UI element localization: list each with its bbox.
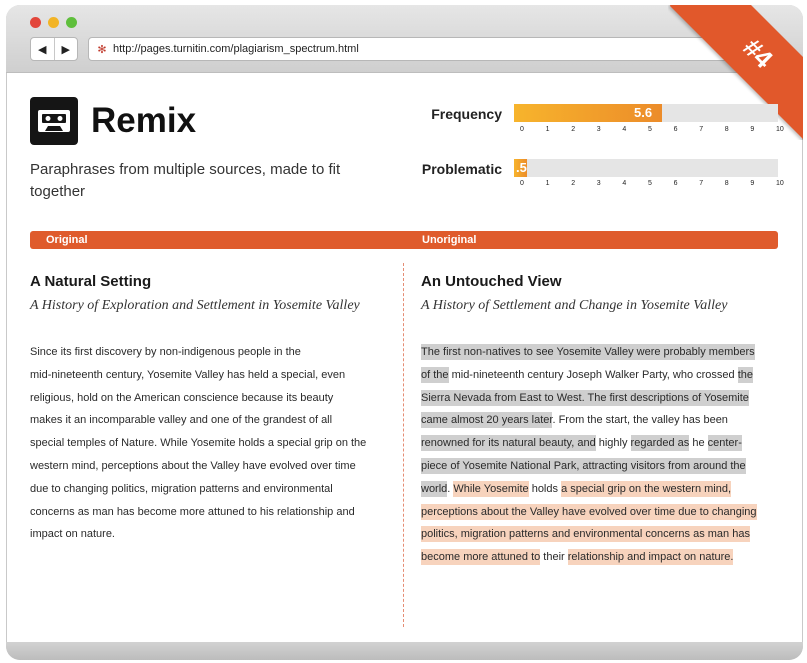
paraphrased-text-highlight: relationship and impact on nature. [567, 551, 734, 564]
scale-tick-label: 4 [622, 126, 627, 133]
comparison-header-bar [30, 231, 778, 249]
original-text-line: due to changing politics, migration patterns and environmental [30, 482, 333, 495]
unmatched-text: he [689, 437, 708, 450]
url-text[interactable]: http://pages.turnitin.com/plagiarism_spectrum.html [113, 43, 359, 55]
matched-text-highlight: world [421, 482, 448, 495]
unoriginal-text-line [421, 409, 757, 432]
problematic-scale [514, 180, 784, 190]
scale-tick-label: 6 [673, 126, 678, 133]
scale-tick-label: 10 [776, 180, 784, 187]
column-divider [403, 263, 404, 627]
maximize-window-dot[interactable] [66, 17, 77, 28]
original-text-line: makes it an incomparable valley and one of the grandest of all [30, 414, 333, 427]
frequency-bar [514, 104, 778, 122]
unoriginal-text-line [421, 523, 757, 546]
address-bar[interactable] [88, 37, 730, 61]
unmatched-text: holds [528, 482, 562, 495]
browser-footer [6, 642, 803, 660]
problematic-label: Problematic [421, 161, 502, 177]
paraphrased-text-highlight: While Yosemite [453, 482, 529, 495]
original-text-line: mid-nineteenth century, Yosemite Valley has held a special, even [30, 368, 346, 381]
paraphrased-text-highlight: become more attuned to [421, 551, 541, 564]
matched-text-highlight: center- [707, 437, 742, 450]
original-column-label: Original [46, 234, 88, 246]
browser-window [6, 5, 803, 660]
scale-tick-label: 0 [520, 180, 524, 187]
scale-tick-label: 8 [724, 180, 729, 187]
nav-buttons [30, 37, 78, 61]
matched-text-highlight: renowned for its natural beauty, and [421, 437, 596, 450]
scale-tick-label: 0 [520, 126, 524, 133]
matched-text-highlight: of the [421, 368, 449, 381]
scale-tick-label: 6 [673, 180, 678, 187]
matched-text-highlight: regarded as [630, 437, 690, 450]
original-text-line: impact on nature. [30, 528, 115, 541]
unoriginal-text-line [421, 546, 757, 569]
original-text-line: western mind, perceptions about the Valley have evolved over time [30, 459, 356, 472]
scale-tick-label: 9 [750, 126, 755, 133]
scale-tick-label: 7 [699, 126, 704, 133]
unoriginal-column-label: Unoriginal [422, 234, 477, 246]
scale-tick-label: 3 [596, 180, 601, 187]
unoriginal-column-header [421, 273, 727, 314]
scale-tick-label: 8 [724, 126, 729, 133]
matched-text-highlight: Sierra Nevada from East to West. The first descriptions of Yosemite [421, 391, 749, 404]
unoriginal-subheading: A History of Settlement and Change in Yosemite Valley [421, 298, 728, 313]
scale-tick-label: 10 [776, 126, 784, 133]
unoriginal-text [421, 341, 757, 569]
matched-text-highlight: The first non-natives to see Yosemite Valley were probably members [421, 346, 755, 358]
paraphrased-text-highlight: politics, migration patterns and environmental concerns as man has [421, 528, 750, 541]
matched-text-highlight: piece of Yosemite National Park, attracting visitors from around the [421, 459, 746, 472]
cassette-icon [30, 97, 78, 145]
scale-tick-label: 7 [699, 180, 704, 187]
unoriginal-text-line [421, 455, 757, 478]
scale-tick-label: 5 [648, 126, 652, 133]
original-text-line: special temples of Nature. While Yosemite holds a special grip on the [30, 437, 367, 450]
problematic-bar [514, 159, 778, 177]
unoriginal-heading: An Untouched View [421, 273, 562, 290]
unoriginal-text-line [421, 387, 757, 410]
paraphrased-text-highlight: perceptions about the Valley have evolved over time due to changing [421, 505, 757, 518]
forward-arrow-icon: ▶ [61, 43, 70, 56]
unoriginal-text-line [421, 364, 757, 387]
scale-tick-label: 4 [622, 180, 627, 187]
original-subheading: A History of Exploration and Settlement in Yosemite Valley [30, 298, 360, 313]
page-subtitle: Paraphrases from multiple sources, made to fit together [30, 161, 341, 200]
original-text-line: Since its first discovery by non-indigenous people in the [30, 346, 301, 358]
scale-tick-label: 3 [596, 126, 601, 133]
page-favicon-icon: ✻ [97, 43, 107, 56]
original-text [30, 341, 366, 546]
frequency-label: Frequency [431, 106, 502, 122]
original-heading: A Natural Setting [30, 273, 152, 290]
matched-text-highlight: the [737, 368, 754, 381]
original-column-header [30, 273, 360, 314]
frequency-value: 5.6 [634, 105, 653, 120]
paraphrased-text-highlight: a special grip on the western mind, [561, 482, 732, 495]
scale-tick-label: 1 [545, 180, 550, 187]
frequency-scale [514, 126, 784, 136]
close-window-dot[interactable] [30, 17, 41, 28]
page-title: Remix [91, 101, 197, 140]
unoriginal-text-line [421, 478, 757, 501]
unoriginal-text-line [421, 432, 757, 455]
unmatched-text: . [447, 482, 454, 495]
unoriginal-text-line [421, 501, 757, 524]
forward-button[interactable] [55, 38, 78, 60]
original-text-line: concerns as man has become more attuned to his relationship and [30, 505, 355, 518]
problematic-value: .5 [516, 160, 527, 175]
back-button[interactable] [31, 38, 55, 60]
unmatched-text: highly [595, 437, 631, 450]
matched-text-highlight: came almost 20 years later [421, 414, 553, 427]
unmatched-text: their [540, 551, 568, 564]
back-arrow-icon: ◀ [38, 43, 47, 56]
scale-tick-label: 2 [571, 180, 576, 187]
scale-tick-label: 2 [571, 126, 576, 133]
unmatched-text: mid-nineteenth century Joseph Walker Party, who crossed [448, 368, 738, 381]
scale-tick-label: 5 [648, 180, 652, 187]
minimize-window-dot[interactable] [48, 17, 59, 28]
unmatched-text: . From the start, the valley has been [552, 414, 728, 427]
unoriginal-text-line [421, 341, 757, 364]
scale-tick-label: 9 [750, 180, 755, 187]
rank-label: #4 [737, 31, 780, 74]
scale-tick-label: 1 [545, 126, 550, 133]
original-text-line: religious, hold on the American conscience because its beauty [30, 391, 334, 404]
